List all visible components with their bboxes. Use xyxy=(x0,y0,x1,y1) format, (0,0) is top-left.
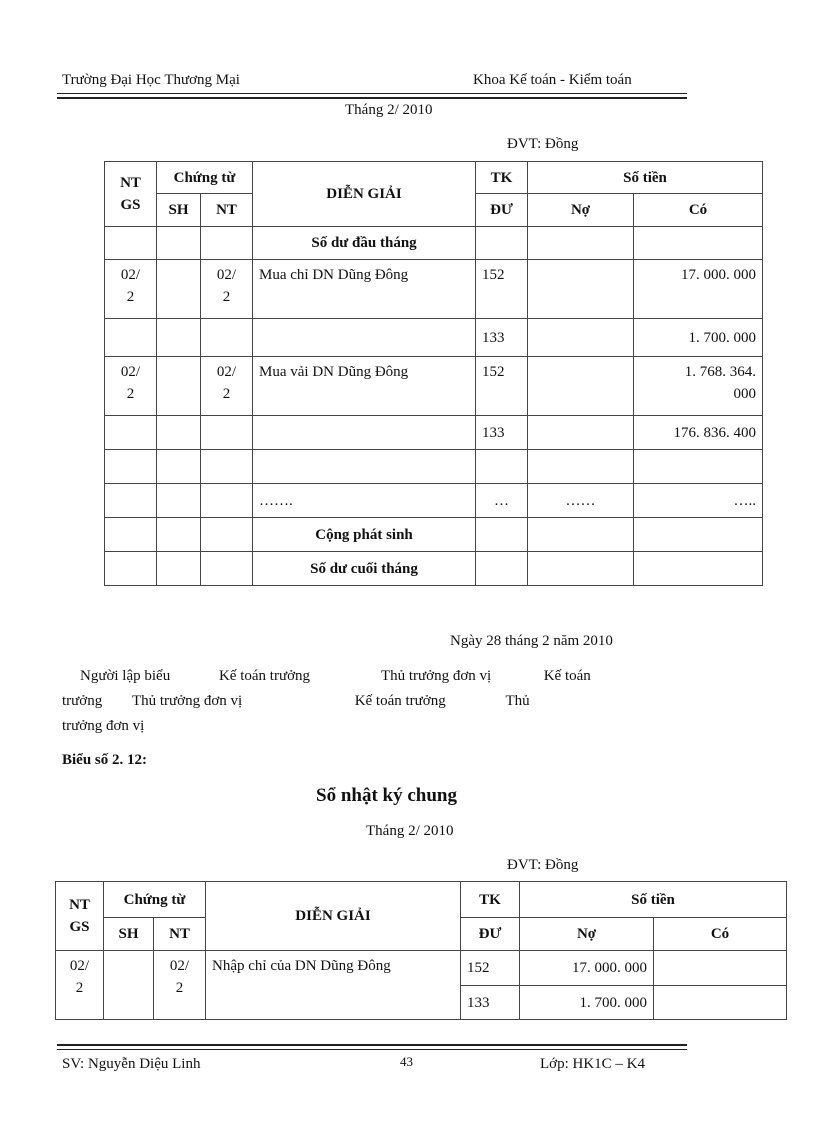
journal-cell-tk: 152 xyxy=(461,951,520,986)
table-row xyxy=(105,260,763,319)
header-rule-top xyxy=(57,93,687,94)
table-row xyxy=(105,357,763,416)
cell-ntgs xyxy=(105,319,157,357)
cell-nt xyxy=(201,416,253,450)
cell-nt xyxy=(201,518,253,552)
signature-line-1: Người lập biểu Kế toán trưởng Thủ trưởng đơn vị Kế toán xyxy=(80,668,591,684)
cell-tk: 133 xyxy=(476,319,528,357)
cell-sh xyxy=(157,227,201,260)
cell-ntgs xyxy=(105,552,157,586)
cell-tk: … xyxy=(476,484,528,518)
cell-desc: Mua vải DN Dũng Đông xyxy=(253,357,476,416)
cell-tk: 133 xyxy=(476,416,528,450)
cell-tk xyxy=(476,227,528,260)
table-row xyxy=(105,227,763,260)
cell-no xyxy=(528,260,634,319)
journal-header-sh: SH xyxy=(104,918,154,951)
journal-table xyxy=(55,881,787,1020)
journal-month: Tháng 2/ 2010 xyxy=(366,823,454,839)
cell-ntgs xyxy=(105,227,157,260)
journal-cell-nt: 02/ 2 xyxy=(154,951,206,1020)
header-dien-giai: DIỄN GIẢI xyxy=(253,162,476,227)
cell-sh xyxy=(157,260,201,319)
header-ntgs: NT GS xyxy=(105,162,157,227)
bieu-so-label: Biểu số 2. 12: xyxy=(62,752,148,768)
cell-co: 17. 000. 000 xyxy=(634,260,763,319)
cell-sh xyxy=(157,450,201,484)
cell-desc: Số dư đầu tháng xyxy=(253,227,476,260)
header-du: ĐƯ xyxy=(476,194,528,227)
cell-co: ….. xyxy=(634,484,763,518)
journal-cell-co xyxy=(654,986,787,1020)
cell-nt xyxy=(201,319,253,357)
cell-ntgs xyxy=(105,484,157,518)
table-row xyxy=(105,450,763,484)
cell-sh xyxy=(157,319,201,357)
header-chung-tu: Chứng từ xyxy=(157,162,253,194)
footer-rule-top xyxy=(57,1044,687,1046)
journal-header-chung-tu: Chứng từ xyxy=(104,882,206,918)
ledger-month: Tháng 2/ 2010 xyxy=(345,102,433,118)
header-no: Nợ xyxy=(528,194,634,227)
cell-desc xyxy=(253,450,476,484)
journal-header-so-tien: Số tiền xyxy=(520,882,787,918)
cell-desc: ……. xyxy=(253,484,476,518)
cell-tk: 152 xyxy=(476,357,528,416)
journal-header-ntgs: NT GS xyxy=(56,882,104,951)
signature-line-2: trưởng Thủ trưởng đơn vị Kế toán trưởng Thủ xyxy=(62,693,530,709)
cell-no: …… xyxy=(528,484,634,518)
sign-date: Ngày 28 tháng 2 năm 2010 xyxy=(450,633,613,649)
cell-no xyxy=(528,357,634,416)
journal-header-tk: TK xyxy=(461,882,520,918)
journal-header-no: Nợ xyxy=(520,918,654,951)
table-row xyxy=(105,416,763,450)
header-faculty: Khoa Kế toán - Kiểm toán xyxy=(473,72,632,88)
journal-header-nt: NT xyxy=(154,918,206,951)
journal-header-du: ĐƯ xyxy=(461,918,520,951)
journal-cell-co xyxy=(654,951,787,986)
cell-co xyxy=(634,552,763,586)
table-row xyxy=(105,484,763,518)
page-number: 43 xyxy=(400,1054,413,1069)
cell-sh xyxy=(157,552,201,586)
cell-ntgs xyxy=(105,450,157,484)
cell-sh xyxy=(157,357,201,416)
header-sh: SH xyxy=(157,194,201,227)
journal-title: Sổ nhật ký chung xyxy=(316,785,457,806)
cell-no xyxy=(528,416,634,450)
cell-sh xyxy=(157,484,201,518)
header-so-tien: Số tiền xyxy=(528,162,763,194)
header-rule-bottom xyxy=(57,97,687,99)
footer-rule-bottom xyxy=(57,1049,687,1050)
cell-tk: 152 xyxy=(476,260,528,319)
journal-cell-no: 17. 000. 000 xyxy=(520,951,654,986)
cell-ntgs: 02/ 2 xyxy=(105,357,157,416)
cell-sh xyxy=(157,518,201,552)
cell-nt xyxy=(201,484,253,518)
journal-header-dien-giai: DIỄN GIẢI xyxy=(206,882,461,951)
cell-no xyxy=(528,319,634,357)
cell-co xyxy=(634,518,763,552)
table-row xyxy=(105,518,763,552)
cell-co: 1. 768. 364. 000 xyxy=(634,357,763,416)
journal-cell-ntgs: 02/ 2 xyxy=(56,951,104,1020)
journal-unit: ĐVT: Đồng xyxy=(507,857,579,873)
cell-tk xyxy=(476,552,528,586)
journal-cell-tk: 133 xyxy=(461,986,520,1020)
header-tk: TK xyxy=(476,162,528,194)
footer-student: SV: Nguyễn Diệu Linh xyxy=(62,1056,201,1072)
journal-cell-sh xyxy=(104,951,154,1020)
cell-tk xyxy=(476,518,528,552)
ledger-unit: ĐVT: Đồng xyxy=(507,136,579,152)
ledger-table xyxy=(104,161,763,586)
cell-co xyxy=(634,450,763,484)
cell-no xyxy=(528,227,634,260)
cell-no xyxy=(528,518,634,552)
cell-nt: 02/ 2 xyxy=(201,357,253,416)
cell-ntgs xyxy=(105,416,157,450)
journal-cell-desc: Nhập chỉ của DN Dũng Đông xyxy=(206,951,461,1020)
header-co: Có xyxy=(634,194,763,227)
cell-no xyxy=(528,450,634,484)
cell-co: 176. 836. 400 xyxy=(634,416,763,450)
cell-ntgs xyxy=(105,518,157,552)
cell-co xyxy=(634,227,763,260)
table-row xyxy=(56,951,787,986)
cell-desc: Số dư cuối tháng xyxy=(253,552,476,586)
cell-co: 1. 700. 000 xyxy=(634,319,763,357)
cell-desc: Mua chỉ DN Dũng Đông xyxy=(253,260,476,319)
cell-no xyxy=(528,552,634,586)
journal-cell-no: 1. 700. 000 xyxy=(520,986,654,1020)
cell-nt xyxy=(201,552,253,586)
journal-header-co: Có xyxy=(654,918,787,951)
cell-desc xyxy=(253,416,476,450)
header-school: Trường Đại Học Thương Mại xyxy=(62,72,240,88)
cell-nt xyxy=(201,227,253,260)
cell-sh xyxy=(157,416,201,450)
cell-tk xyxy=(476,450,528,484)
cell-desc: Cộng phát sinh xyxy=(253,518,476,552)
footer-class: Lớp: HK1C – K4 xyxy=(540,1056,646,1072)
signature-line-3: trưởng đơn vị xyxy=(62,718,145,734)
cell-nt xyxy=(201,450,253,484)
table-row xyxy=(105,552,763,586)
cell-desc xyxy=(253,319,476,357)
cell-ntgs: 02/ 2 xyxy=(105,260,157,319)
header-nt: NT xyxy=(201,194,253,227)
cell-nt: 02/ 2 xyxy=(201,260,253,319)
table-row xyxy=(105,319,763,357)
